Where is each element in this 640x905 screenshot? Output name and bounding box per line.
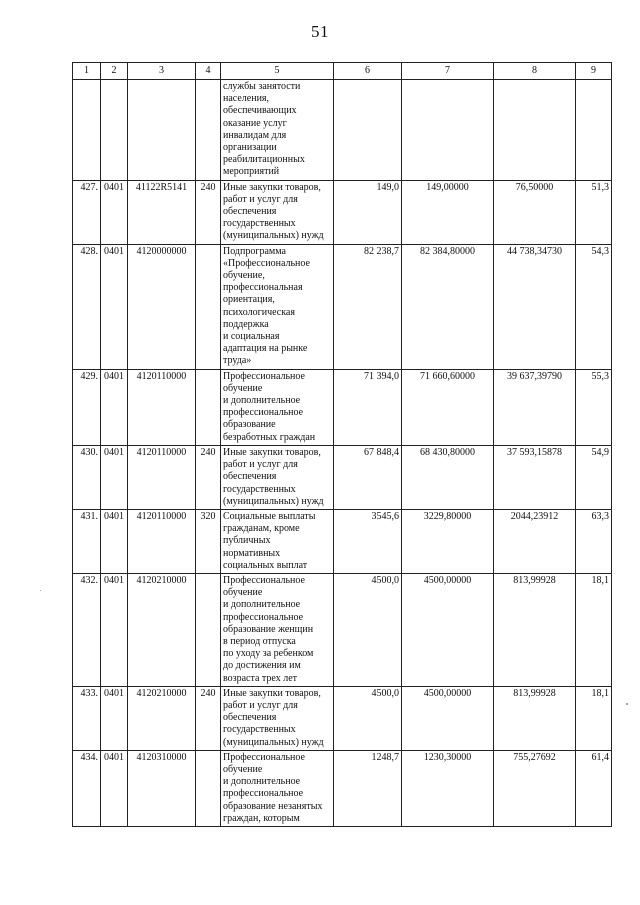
section-code: 0401 bbox=[101, 445, 128, 509]
executed-amount: 755,27692 bbox=[494, 750, 576, 826]
executed-amount: 813,99928 bbox=[494, 573, 576, 686]
target-article-code bbox=[128, 80, 196, 181]
refined-amount: 4500,00000 bbox=[402, 573, 494, 686]
section-code bbox=[101, 80, 128, 181]
section-code: 0401 bbox=[101, 573, 128, 686]
item-name: Иные закупки товаров, работ и услуг для обеспечения государственных (муниципальных) нужд bbox=[221, 180, 334, 244]
refined-amount: 4500,00000 bbox=[402, 686, 494, 750]
row-number: 430. bbox=[73, 445, 101, 509]
executed-amount: 2044,23912 bbox=[494, 509, 576, 573]
item-name: Профессиональное обучение и дополнительное профессиональное образование незанятых граждан, которым bbox=[221, 750, 334, 826]
table-row bbox=[73, 244, 612, 369]
plan-amount: 71 394,0 bbox=[334, 369, 402, 445]
page-number: 51 bbox=[311, 22, 329, 41]
item-name: службы занятости населения, обеспечивающих оказание услуг инвалидам для организации реабилитационных мероприятий bbox=[221, 80, 334, 181]
expense-type-code bbox=[196, 573, 221, 686]
plan-amount: 67 848,4 bbox=[334, 445, 402, 509]
section-code: 0401 bbox=[101, 369, 128, 445]
expense-type-code bbox=[196, 750, 221, 826]
refined-amount: 149,00000 bbox=[402, 180, 494, 244]
row-number: 429. bbox=[73, 369, 101, 445]
target-article-code: 4120210000 bbox=[128, 573, 196, 686]
plan-amount: 4500,0 bbox=[334, 573, 402, 686]
row-number: 431. bbox=[73, 509, 101, 573]
item-name: Профессиональное обучение и дополнительное профессиональное образование безработных граждан bbox=[221, 369, 334, 445]
plan-amount: 149,0 bbox=[334, 180, 402, 244]
target-article-code: 4120210000 bbox=[128, 686, 196, 750]
table-row bbox=[73, 369, 612, 445]
target-article-code: 4120310000 bbox=[128, 750, 196, 826]
execution-percent: 51,3 bbox=[576, 180, 612, 244]
executed-amount: 44 738,34730 bbox=[494, 244, 576, 369]
expense-type-code bbox=[196, 369, 221, 445]
column-header: 2 bbox=[101, 63, 128, 80]
plan-amount: 82 238,7 bbox=[334, 244, 402, 369]
executed-amount bbox=[494, 80, 576, 181]
row-number: 428. bbox=[73, 244, 101, 369]
execution-percent: 61,4 bbox=[576, 750, 612, 826]
row-number: 434. bbox=[73, 750, 101, 826]
execution-percent: 18,1 bbox=[576, 573, 612, 686]
scan-speck bbox=[626, 703, 628, 705]
row-number: 433. bbox=[73, 686, 101, 750]
expense-type-code bbox=[196, 244, 221, 369]
executed-amount: 76,50000 bbox=[494, 180, 576, 244]
executed-amount: 813,99928 bbox=[494, 686, 576, 750]
item-name: Подпрограмма «Профессиональное обучение, профессиональная ориентация, психологическая поддержка и социальная адаптация на рынке труда» bbox=[221, 244, 334, 369]
execution-percent: 18,1 bbox=[576, 686, 612, 750]
plan-amount bbox=[334, 80, 402, 181]
budget-table bbox=[72, 62, 612, 827]
column-header: 7 bbox=[402, 63, 494, 80]
table-row bbox=[73, 686, 612, 750]
plan-amount: 4500,0 bbox=[334, 686, 402, 750]
item-name: Иные закупки товаров, работ и услуг для обеспечения государственных (муниципальных) нужд bbox=[221, 686, 334, 750]
row-number: 432. bbox=[73, 573, 101, 686]
execution-percent: 54,3 bbox=[576, 244, 612, 369]
executed-amount: 37 593,15878 bbox=[494, 445, 576, 509]
plan-amount: 3545,6 bbox=[334, 509, 402, 573]
target-article-code: 4120110000 bbox=[128, 445, 196, 509]
column-header: 1 bbox=[73, 63, 101, 80]
column-header: 6 bbox=[334, 63, 402, 80]
table-header-row bbox=[73, 63, 612, 80]
target-article-code: 4120110000 bbox=[128, 369, 196, 445]
item-name: Иные закупки товаров, работ и услуг для обеспечения государственных (муниципальных) нужд bbox=[221, 445, 334, 509]
refined-amount: 82 384,80000 bbox=[402, 244, 494, 369]
expense-type-code: 240 bbox=[196, 686, 221, 750]
column-header: 3 bbox=[128, 63, 196, 80]
execution-percent: 63,3 bbox=[576, 509, 612, 573]
refined-amount: 3229,80000 bbox=[402, 509, 494, 573]
plan-amount: 1248,7 bbox=[334, 750, 402, 826]
table-row bbox=[73, 80, 612, 181]
expense-type-code bbox=[196, 80, 221, 181]
table-row bbox=[73, 509, 612, 573]
target-article-code: 4120000000 bbox=[128, 244, 196, 369]
refined-amount: 68 430,80000 bbox=[402, 445, 494, 509]
section-code: 0401 bbox=[101, 750, 128, 826]
table-row bbox=[73, 573, 612, 686]
refined-amount bbox=[402, 80, 494, 181]
column-header: 5 bbox=[221, 63, 334, 80]
row-number bbox=[73, 80, 101, 181]
executed-amount: 39 637,39790 bbox=[494, 369, 576, 445]
table-row bbox=[73, 180, 612, 244]
section-code: 0401 bbox=[101, 509, 128, 573]
column-header: 4 bbox=[196, 63, 221, 80]
execution-percent bbox=[576, 80, 612, 181]
scan-speck bbox=[40, 590, 41, 591]
table-row bbox=[73, 750, 612, 826]
expense-type-code: 240 bbox=[196, 445, 221, 509]
item-name: Профессиональное обучение и дополнительное профессиональное образование женщин в период отпуска по уходу за ребенком до достижения им возраста трех лет bbox=[221, 573, 334, 686]
item-name: Социальные выплаты гражданам, кроме публичных нормативных социальных выплат bbox=[221, 509, 334, 573]
row-number: 427. bbox=[73, 180, 101, 244]
expense-type-code: 320 bbox=[196, 509, 221, 573]
expense-type-code: 240 bbox=[196, 180, 221, 244]
column-header: 8 bbox=[494, 63, 576, 80]
refined-amount: 1230,30000 bbox=[402, 750, 494, 826]
refined-amount: 71 660,60000 bbox=[402, 369, 494, 445]
execution-percent: 55,3 bbox=[576, 369, 612, 445]
section-code: 0401 bbox=[101, 686, 128, 750]
section-code: 0401 bbox=[101, 244, 128, 369]
table-row bbox=[73, 445, 612, 509]
execution-percent: 54,9 bbox=[576, 445, 612, 509]
column-header: 9 bbox=[576, 63, 612, 80]
target-article-code: 4120110000 bbox=[128, 509, 196, 573]
section-code: 0401 bbox=[101, 180, 128, 244]
target-article-code: 41122R5141 bbox=[128, 180, 196, 244]
